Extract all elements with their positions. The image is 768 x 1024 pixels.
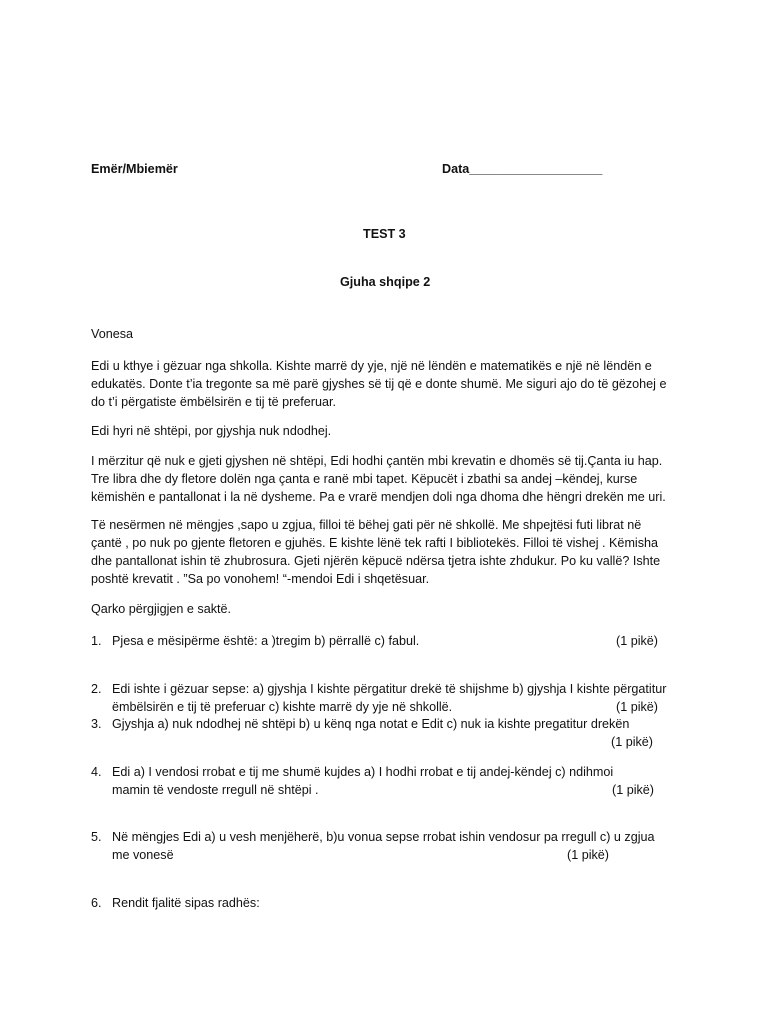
- question-number: 2.: [91, 682, 102, 696]
- instruction-text: Qarko përgjigjen e saktë.: [91, 602, 232, 616]
- question-item: [91, 680, 691, 716]
- paragraph-line: I mërzitur që nuk e gjeti gjyshen në shtëpi, Edi hodhi çantën mbi krevatin e dhomës së tij.Çanta iu hap.: [91, 454, 663, 468]
- date-label: Data___________________: [442, 162, 603, 176]
- question-points: (1 pikë): [611, 735, 653, 749]
- paragraph-line: poshtë krevatit . ”Sa po vonohem! “-mendoi Edi i shqetësuar.: [91, 572, 430, 586]
- paragraph-line: çantë , po nuk po gjente fletoren e gjuhës. E kishte lënë tek rafti I bibliotekës. Filloi të vishej . Këmisha: [91, 536, 659, 550]
- question-number: 5.: [91, 830, 102, 844]
- question-item: [91, 715, 691, 733]
- paragraph-line: Tre libra dhe dy fletore dolën nga çanta e ranë mbi tapet. Këpucët i zbathi sa andej –këndej, kurse: [91, 472, 638, 486]
- question-points: (1 pikë): [616, 700, 658, 714]
- story-title: Vonesa: [91, 327, 134, 341]
- question-number: 6.: [91, 896, 102, 910]
- question-text: me vonesë: [112, 848, 174, 862]
- story-paragraph: [91, 422, 691, 440]
- question-points: (1 pikë): [567, 848, 609, 862]
- question-text: ëmbëlsirën e tij të preferuar c) kishte marrë dy yje në shkollë.: [112, 700, 453, 714]
- subject-title: Gjuha shqipe 2: [340, 275, 431, 289]
- paragraph-line: edukatës. Donte t’ia tregonte sa më parë gjyshes së tij që e donte shumë. Me siguri ajo do të gëzohej e: [91, 377, 667, 391]
- question-points: (1 pikë): [616, 634, 658, 648]
- paragraph-line: Edi u kthye i gëzuar nga shkolla. Kishte marrë dy yje, një në lëndën e matematikës e një në lëndën e: [91, 359, 652, 373]
- question-text: Rendit fjalitë sipas radhës:: [112, 896, 260, 910]
- question-item: [91, 763, 691, 799]
- name-label: Emër/Mbiemër: [91, 162, 178, 176]
- question-item: [91, 894, 691, 912]
- paragraph-line: këmishën e pantallonat i la në dysheme. Pa e vrarë mendjen doli nga dhoma dhe hëngri drekën me uri.: [91, 490, 666, 504]
- question-text: Gjyshja a) nuk ndodhej në shtëpi b) u kënq nga notat e Edit c) nuk ia kishte pregatitur drekën: [112, 717, 630, 731]
- question-text: Pjesa e mësipërme është: a )tregim b) përrallë c) fabul.: [112, 634, 420, 648]
- paragraph-line: do t’i përgatiste ëmbëlsirën e tij të preferuar.: [91, 395, 337, 409]
- story-paragraph: [91, 452, 691, 506]
- paragraph-line: dhe pantallonat ishin të zhubrosura. Gjeti njërën këpucë ndërsa tjetra ishte zhdukur. Po ku vallë? Ishte: [91, 554, 661, 568]
- question-points: (1 pikë): [612, 783, 654, 797]
- question-text: Edi ishte i gëzuar sepse: a) gjyshja I kishte përgatitur drekë të shijshme b) gjyshja I kishte përgatitur: [112, 682, 667, 696]
- question-number: 3.: [91, 717, 102, 731]
- test-title: TEST 3: [363, 227, 406, 241]
- story-paragraph: [91, 516, 691, 588]
- story-paragraph: [91, 357, 691, 411]
- question-number: 4.: [91, 765, 102, 779]
- paragraph-line: Të nesërmen në mëngjes ,sapo u zgjua, filloi të bëhej gati për në shkollë. Me shpejtësi futi librat në: [91, 518, 642, 532]
- question-number: 1.: [91, 634, 102, 648]
- paragraph-line: Edi hyri në shtëpi, por gjyshja nuk ndodhej.: [91, 424, 332, 438]
- question-text: Edi a) I vendosi rrobat e tij me shumë kujdes a) I hodhi rrobat e tij andej-këndej c) ndihmoi: [112, 765, 614, 779]
- question-text: mamin të vendoste rregull në shtëpi .: [112, 783, 319, 797]
- question-text: Në mëngjes Edi a) u vesh menjëherë, b)u vonua sepse rrobat ishin vendosur pa rregull c) u zgjua: [112, 830, 655, 844]
- question-item: [91, 632, 691, 650]
